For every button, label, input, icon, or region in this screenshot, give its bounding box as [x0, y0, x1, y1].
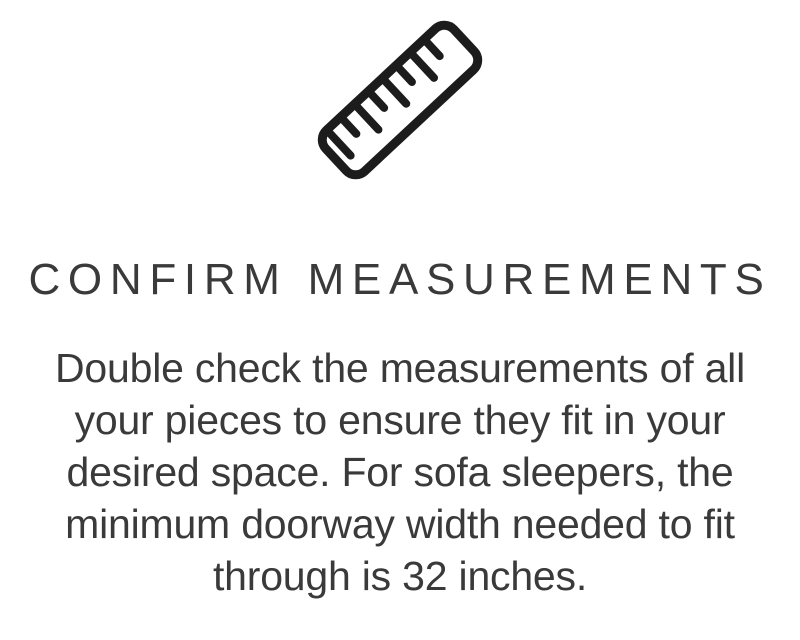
ruler-icon: [310, 10, 490, 190]
body-line: minimum doorway width needed to fit: [65, 501, 735, 548]
body-line: through is 32 inches.: [212, 553, 588, 600]
section-title: CONFIRM MEASUREMENTS: [28, 255, 772, 304]
ruler-icon-svg: [310, 10, 490, 190]
section-body: [55, 342, 745, 602]
body-line: your pieces to ensure they fit in your: [74, 397, 726, 444]
body-line: desired space. For sofa sleepers, the: [66, 449, 734, 496]
body-line: Double check the measurements of all: [55, 345, 745, 392]
